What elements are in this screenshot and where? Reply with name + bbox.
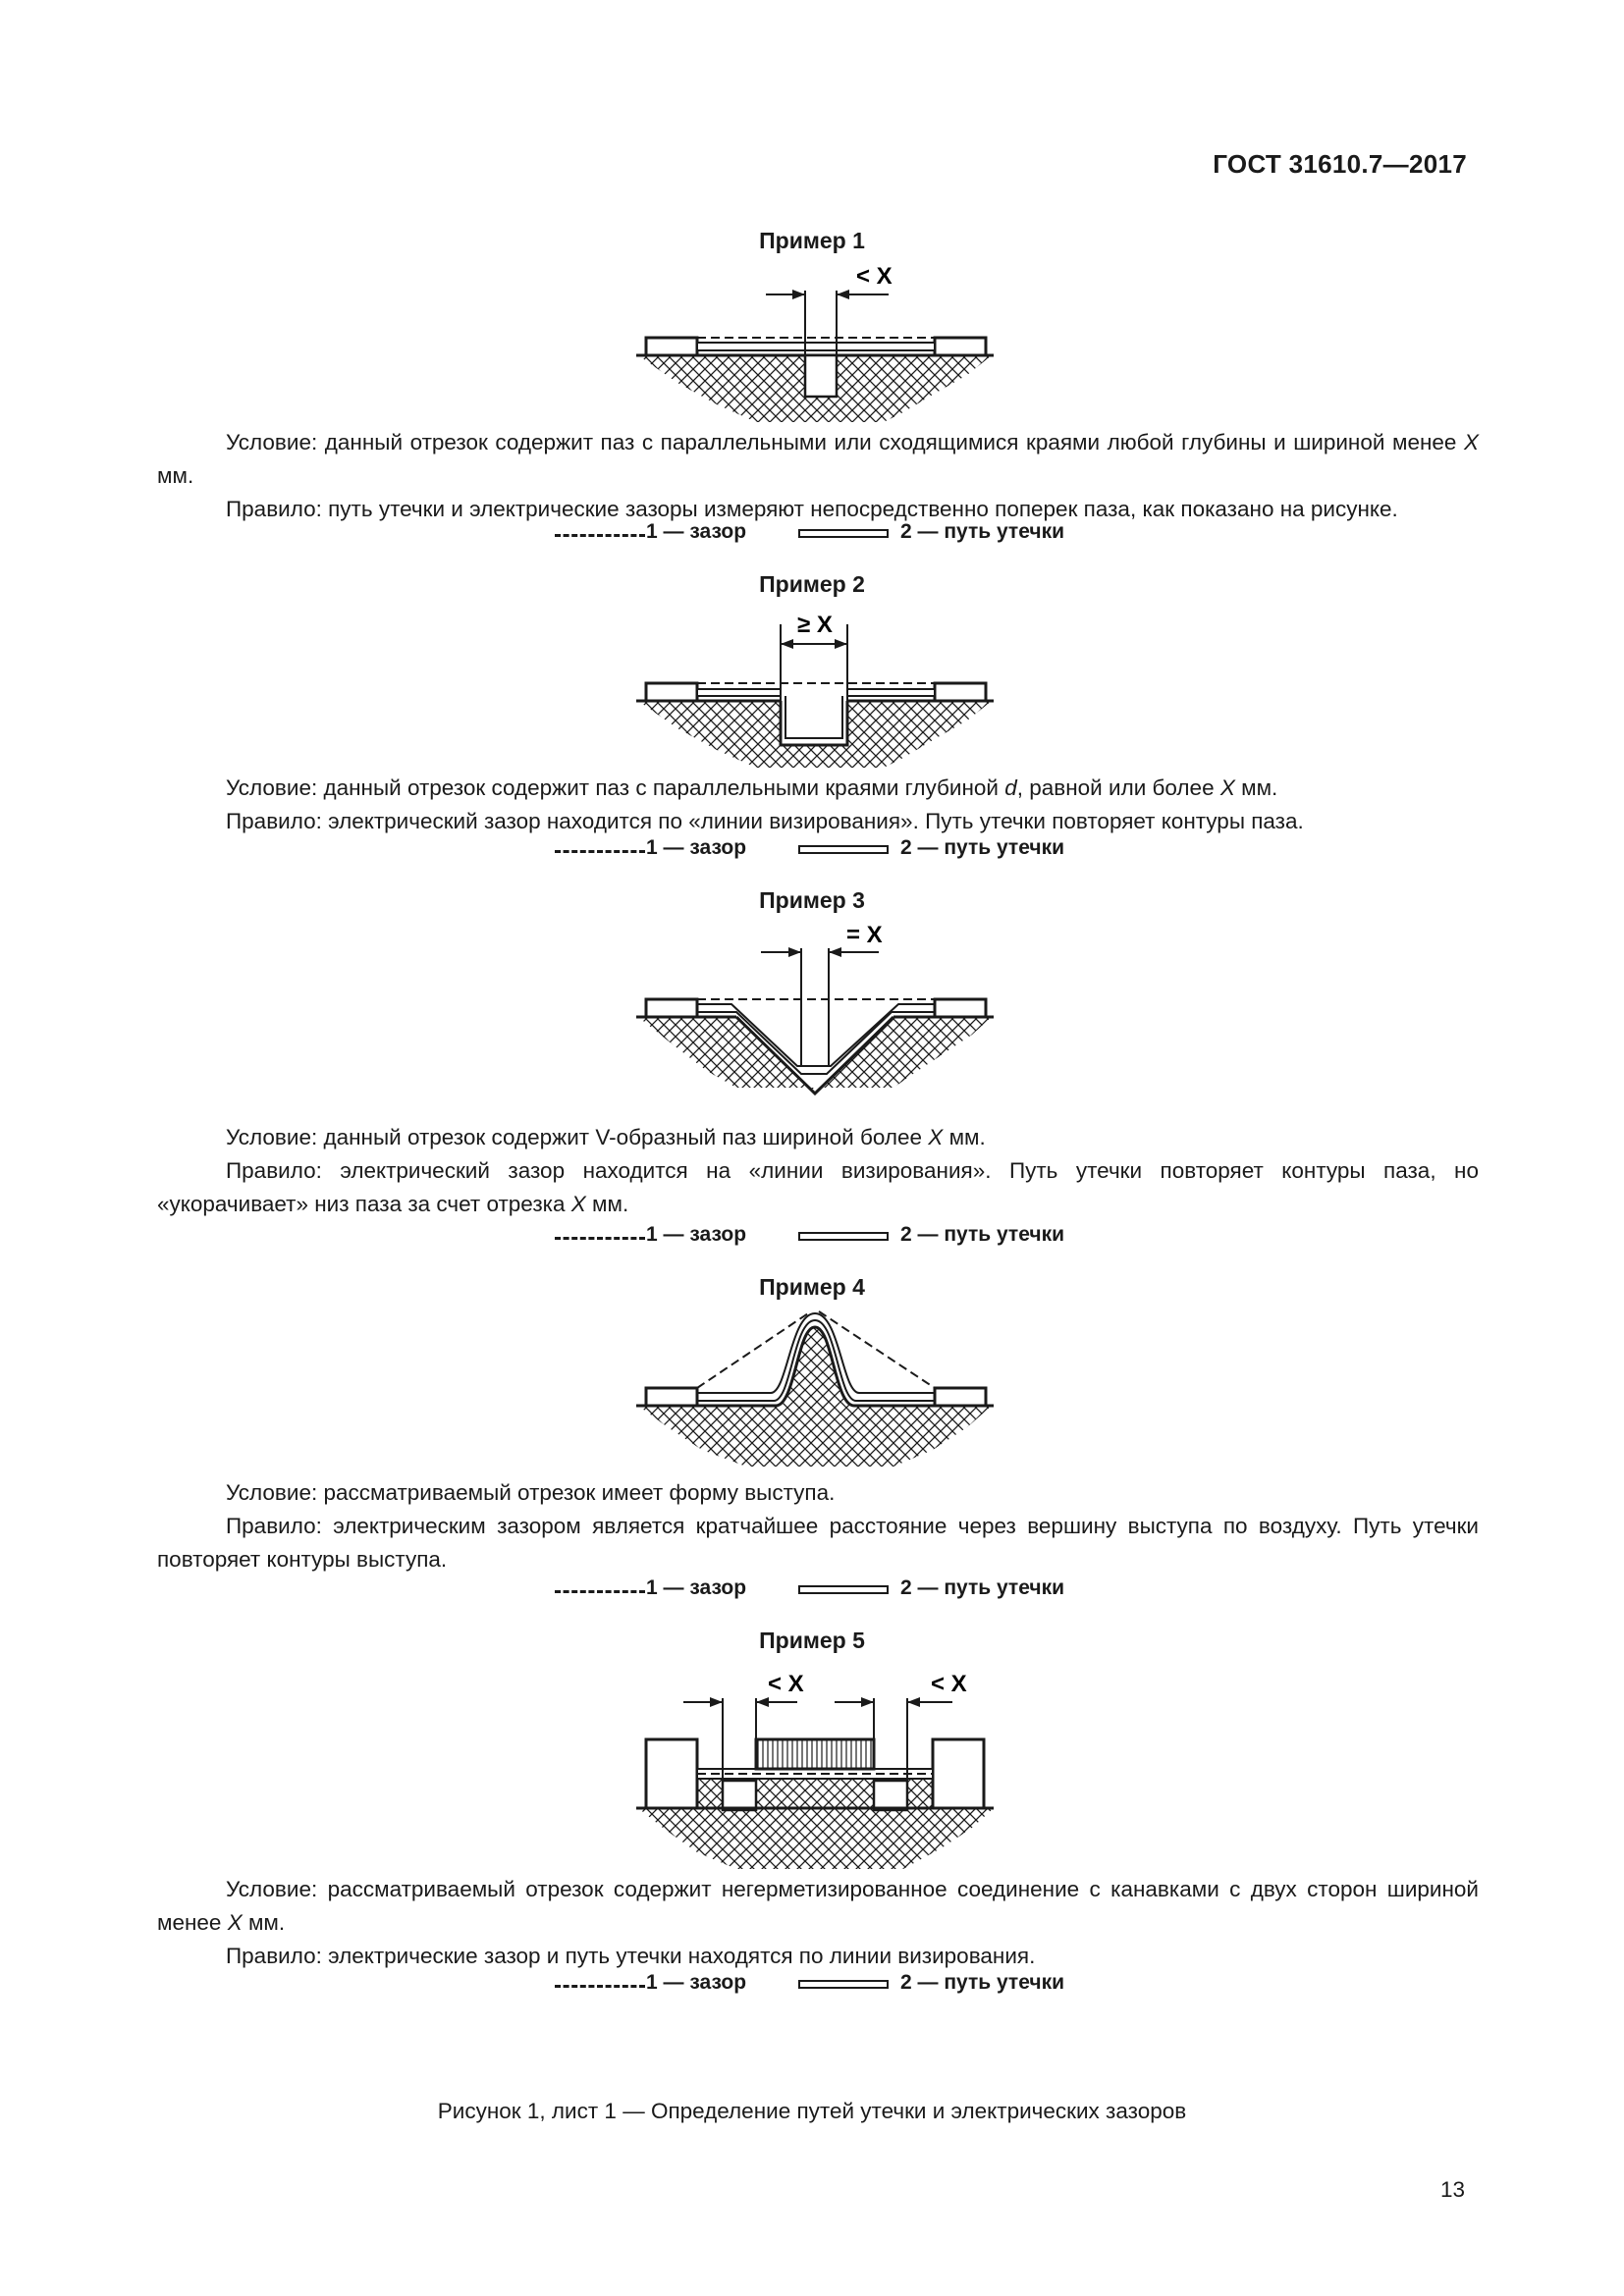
legend-path-label: 2 — путь утечки [900,836,1064,859]
example-3-text [157,1121,1479,1221]
example-1-condition: Условие: данный отрезок содержит паз с параллельными или сходящимися краями любой глубины и шириной менее X мм. [157,430,1479,488]
example-1-text [157,426,1479,526]
example-1-rule: Правило: путь утечки и электрические зазоры измеряют непосредственно поперек паза, как показано на рисунке. [226,497,1398,521]
example-3-rule: Правило: электрический зазор находится на «линии визирования». Путь утечки повторяет контуры паза, но «укорачивает» низ паза за счет отрезка X мм. [157,1158,1479,1216]
example-2-title: Пример 2 [759,571,865,597]
example-3-condition: Условие: данный отрезок содержит V-образный паз шириной более X мм. [226,1125,986,1149]
legend-gap-label: 1 — зазор [646,1971,747,1994]
legend-path-label: 2 — путь утечки [900,520,1064,543]
example-5-text [157,1873,1479,1973]
legend-gap-line-icon [555,1590,645,1593]
example-4-legend [555,1576,1105,1606]
legend-path-line-icon [798,1232,889,1241]
example-4-rule: Правило: электрическим зазором является кратчайшее расстояние через вершину выступа по воздуху. Путь утечки повторяет контуры выступа. [157,1514,1479,1572]
example-2-diagram [628,603,1001,770]
example-2-condition: Условие: данный отрезок содержит паз с параллельными краями глубиной d, равной или более X мм. [226,775,1278,800]
example-2-text [157,772,1479,838]
legend-gap-line-icon [555,1985,645,1988]
legend-gap-label: 1 — зазор [646,520,747,543]
legend-gap-label: 1 — зазор [646,1223,747,1246]
legend-path-line-icon [798,1980,889,1989]
legend-gap-line-icon [555,534,645,537]
legend-gap-line-icon [555,1237,645,1240]
legend-path-line-icon [798,1585,889,1594]
legend-path-line-icon [798,845,889,854]
example-5-dim-label-left: < X [768,1671,804,1697]
example-5-title: Пример 5 [759,1628,865,1653]
example-5-dim-label-right: < X [931,1671,967,1697]
legend-path-line-icon [798,529,889,538]
example-4-diagram [628,1308,1001,1474]
legend-path-label: 2 — путь утечки [900,1971,1064,1994]
example-4-text [157,1476,1479,1576]
example-1-legend [555,520,1105,550]
example-5-legend [555,1971,1105,2001]
legend-gap-line-icon [555,850,645,853]
example-2-dim-label: ≥ X [797,612,833,638]
example-3-dim-label: = X [846,922,883,948]
example-3-legend [555,1223,1105,1253]
example-2-rule: Правило: электрический зазор находится по «линии визирования». Путь утечки повторяет контуры паза. [226,809,1304,833]
example-1-title: Пример 1 [759,228,865,253]
example-3-title: Пример 3 [759,887,865,913]
example-3-diagram [628,919,1001,1095]
example-4-condition: Условие: рассматриваемый отрезок имеет форму выступа. [226,1480,836,1505]
example-5-condition: Условие: рассматриваемый отрезок содержит негерметизированное соединение с канавками с двух сторон шириной менее X мм. [157,1877,1479,1935]
example-2-legend [555,836,1105,866]
legend-gap-label: 1 — зазор [646,1576,747,1599]
example-5-rule: Правило: электрические зазор и путь утечки находятся по линии визирования. [226,1944,1036,1968]
example-4-title: Пример 4 [759,1274,865,1300]
legend-path-label: 2 — путь утечки [900,1223,1064,1246]
example-1-diagram [628,257,1001,424]
example-1-dim-label: < X [856,263,893,290]
legend-gap-label: 1 — зазор [646,836,747,859]
page-number: 13 [1439,2177,1465,2202]
standard-id: ГОСТ 31610.7—2017 [1213,149,1467,179]
example-5-diagram [628,1661,1001,1877]
legend-path-label: 2 — путь утечки [900,1576,1064,1599]
figure-caption: Рисунок 1, лист 1 — Определение путей утечки и электрических зазоров [437,2099,1187,2123]
